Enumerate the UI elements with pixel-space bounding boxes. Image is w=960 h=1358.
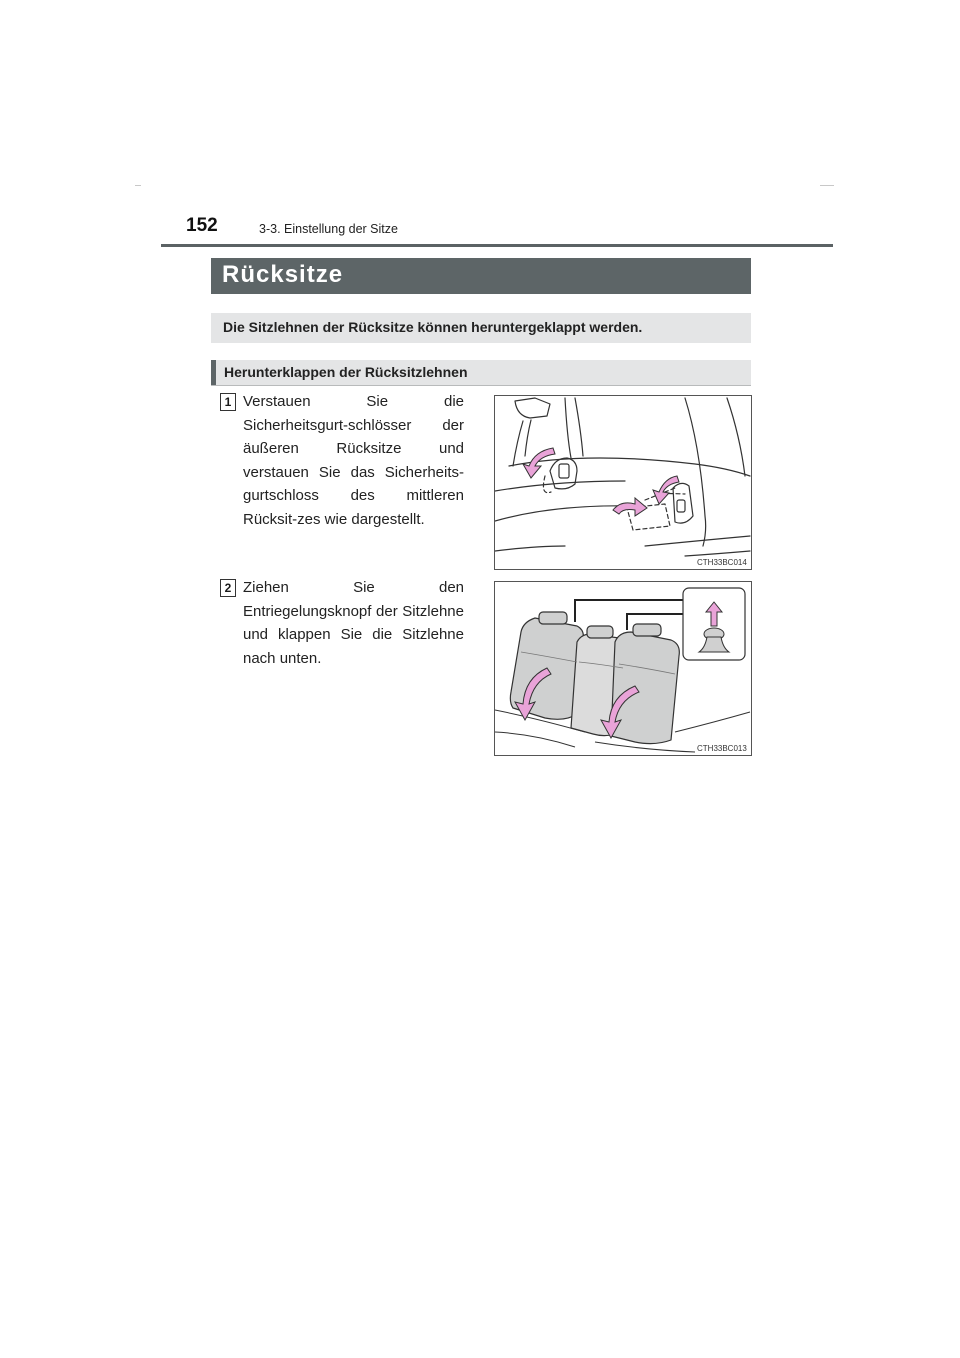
chapter-title: 3-3. Einstellung der Sitze bbox=[259, 222, 398, 236]
step-1-number: 1 bbox=[220, 393, 236, 411]
crop-mark-left bbox=[135, 185, 141, 186]
subsection-bar bbox=[211, 360, 751, 386]
illustration-2-code: CTH33BC013 bbox=[697, 744, 747, 753]
step-2-text: Ziehen Sie den Entriegelungsknopf der Sitzlehne und klappen Sie die Sitzlehne nach unten. bbox=[243, 579, 464, 667]
step-2-number: 2 bbox=[220, 579, 236, 597]
subsection-title: Herunterklappen der Rücksitzlehnen bbox=[224, 364, 468, 380]
intro-text: Die Sitzlehnen der Rücksitze können heruntergeklappt werden. bbox=[223, 319, 643, 335]
step-1-text: Verstauen Sie die Sicherheitsgurt-schlösser der äußeren Rücksitze und verstauen Sie das Sicherheits-gurtschloss des mittleren Rücksit-zes wie dargestellt. bbox=[243, 393, 464, 528]
illustration-1-code: CTH33BC014 bbox=[697, 558, 747, 567]
header-rule bbox=[161, 244, 833, 247]
page-number: 152 bbox=[186, 215, 218, 236]
illustration-seat-fold bbox=[494, 581, 752, 756]
seatbelt-buckles-drawing bbox=[495, 396, 751, 569]
crop-mark-right bbox=[820, 185, 834, 186]
illustration-seatbelt-buckles bbox=[494, 395, 752, 570]
subsection-accent bbox=[211, 360, 216, 385]
seat-fold-drawing bbox=[495, 582, 751, 755]
intro-box bbox=[211, 313, 751, 343]
section-title: Rücksitze bbox=[222, 261, 344, 288]
section-title-bar bbox=[211, 258, 751, 294]
